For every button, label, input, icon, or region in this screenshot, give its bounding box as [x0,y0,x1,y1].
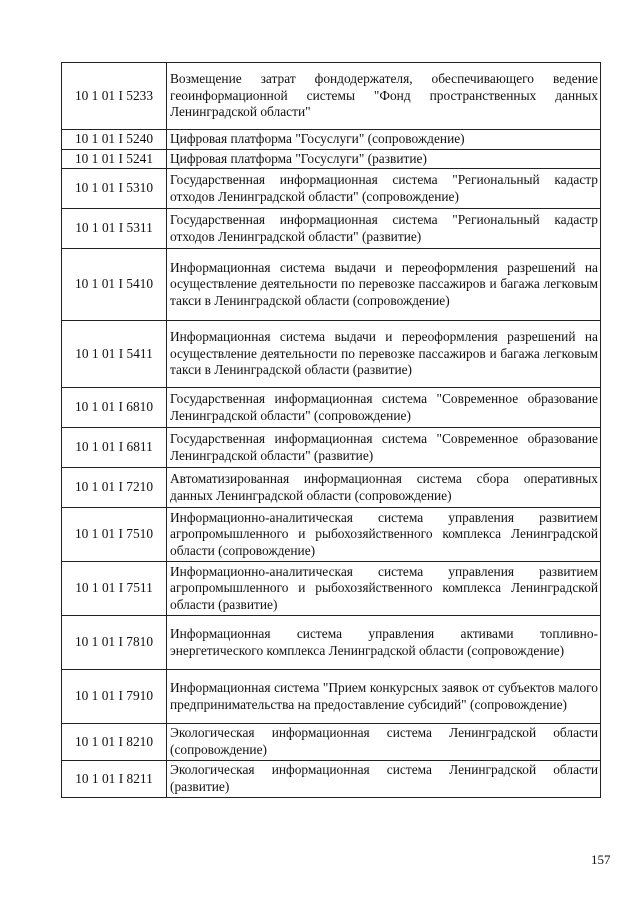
target-article-code: 10 1 01 I 7511 [62,562,167,616]
target-article-name: Информационно-аналитическая система управления развитием агропромышленного и рыбохозяйственного комплекса Ленинградской области (развитие) [167,562,601,616]
target-article-code: 10 1 01 I 6811 [62,428,167,468]
table-row [62,321,601,388]
table-row [62,562,601,616]
table-row [62,209,601,249]
target-article-name: Информационная система управления активами топливно-энергетического комплекса Ленинградской области (сопровождение) [167,616,601,670]
target-article-name: Государственная информационная система "Современное образование Ленинградской области" (сопровождение) [167,388,601,428]
target-article-name: Государственная информационная система "Современное образование Ленинградской области" (развитие) [167,428,601,468]
page-number: 157 [591,852,611,867]
target-article-code: 10 1 01 I 8211 [62,761,167,798]
target-article-name: Автоматизированная информационная система сбора оперативных данных Ленинградской области (сопровождение) [167,468,601,508]
table-row [62,169,601,209]
target-article-name: Государственная информационная система "Региональный кадастр отходов Ленинградской области" (сопровождение) [167,169,601,209]
target-article-name: Государственная информационная система "Региональный кадастр отходов Ленинградской области" (развитие) [167,209,601,249]
target-article-code: 10 1 01 I 7810 [62,616,167,670]
table-row [62,150,601,169]
target-article-code: 10 1 01 I 8210 [62,724,167,761]
target-article-name: Информационная система выдачи и переоформления разрешений на осуществление деятельности по перевозке пассажиров и багажа легковым такси в Ленинградской области (сопровождение) [167,249,601,321]
target-article-name: Экологическая информационная система Ленинградской области (развитие) [167,761,601,798]
target-article-code: 10 1 01 I 5410 [62,249,167,321]
target-article-code: 10 1 01 I 5233 [62,63,167,130]
target-article-code: 10 1 01 I 5241 [62,150,167,169]
budget-classification-table [61,62,601,798]
target-article-code: 10 1 01 I 5310 [62,169,167,209]
target-article-name: Информационно-аналитическая система управления развитием агропромышленного и рыбохозяйственного комплекса Ленинградской области (сопровождение) [167,508,601,562]
table-row [62,63,601,130]
table-row [62,468,601,508]
table-row [62,616,601,670]
target-article-code: 10 1 01 I 7910 [62,670,167,724]
target-article-code: 10 1 01 I 5311 [62,209,167,249]
target-article-code: 10 1 01 I 7510 [62,508,167,562]
target-article-code: 10 1 01 I 5411 [62,321,167,388]
target-article-name: Цифровая платформа "Госуслуги" (развитие) [167,150,601,169]
target-article-name: Экологическая информационная система Ленинградской области (сопровождение) [167,724,601,761]
target-article-name: Информационная система "Прием конкурсных заявок от субъектов малого предпринимательства на предоставление субсидий" (сопровождение) [167,670,601,724]
target-article-code: 10 1 01 I 7210 [62,468,167,508]
target-article-name: Возмещение затрат фондодержателя, обеспечивающего ведение геоинформационной системы "Фонд пространственных данных Ленинградской области" [167,63,601,130]
table-row [62,508,601,562]
target-article-code: 10 1 01 I 5240 [62,130,167,150]
target-article-name: Информационная система выдачи и переоформления разрешений на осуществление деятельности по перевозке пассажиров и багажа легковым такси в Ленинградской области (развитие) [167,321,601,388]
table-row [62,724,601,761]
target-article-code: 10 1 01 I 6810 [62,388,167,428]
table-row [62,428,601,468]
table-row [62,761,601,798]
target-article-name: Цифровая платформа "Госуслуги" (сопровождение) [167,130,601,150]
table-row [62,670,601,724]
table-row [62,388,601,428]
table-row [62,130,601,150]
table-row [62,249,601,321]
